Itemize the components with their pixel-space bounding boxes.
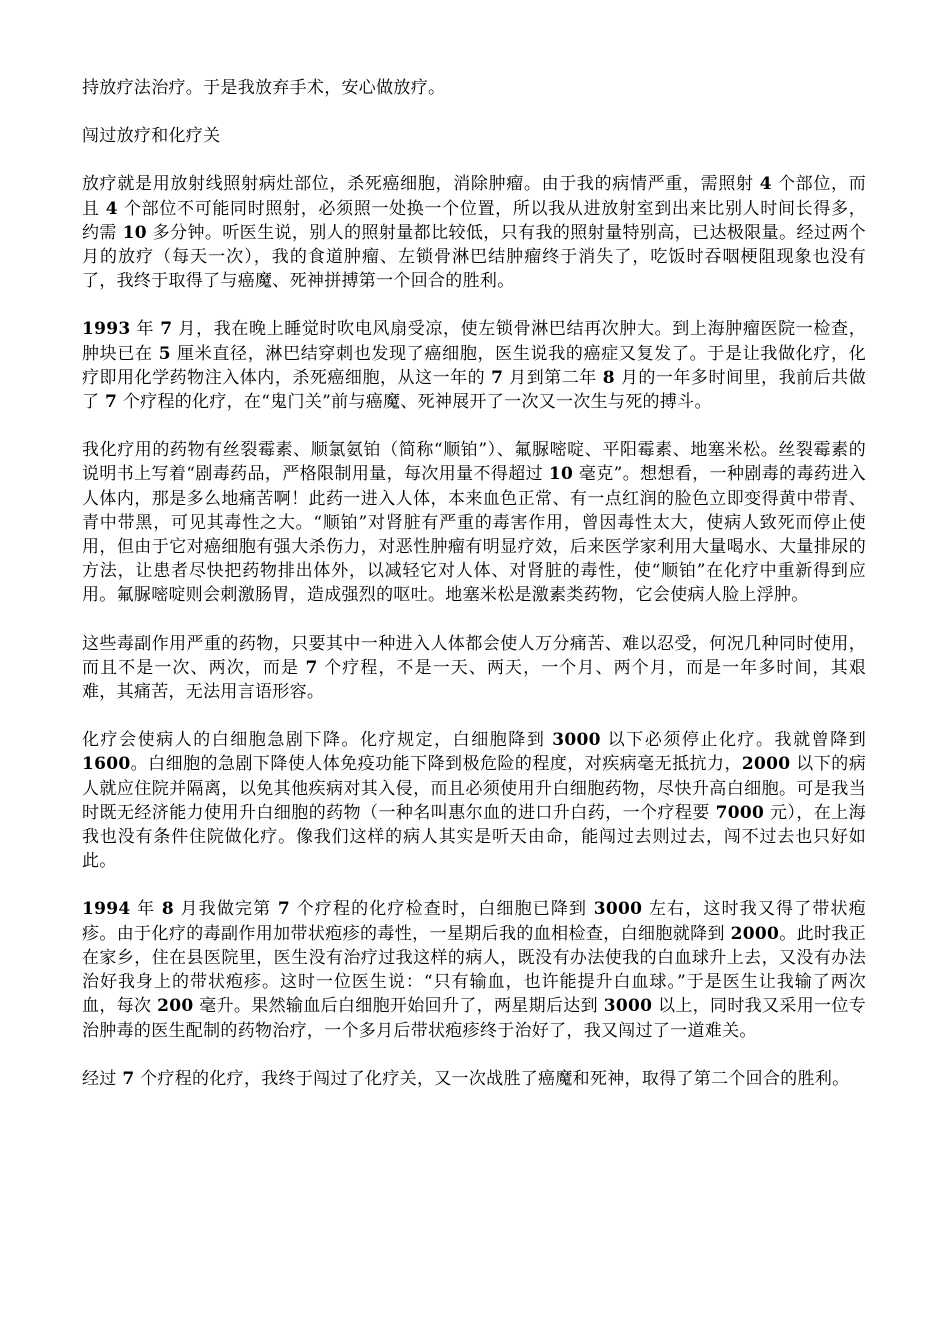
text-run: 多分钟。听医生说，别人的照射量都比较低，只有我的照射量特别高，已达极限量。经过两个月的放疗（每天一次），我的食道肿瘤、左锁骨淋巴结肿瘤终于消失了，吃饭时吞咽梗阻现象也没有了，我终于取得了与癌魔、死神拼搏第一个回合的胜利。 xyxy=(82,222,866,292)
paragraph xyxy=(82,317,866,414)
paragraph xyxy=(82,897,866,1042)
bold-number: 3000 xyxy=(593,899,643,920)
bold-number: 7 xyxy=(305,657,318,678)
bold-number: 1994 xyxy=(82,899,131,920)
text-run: 闯过放疗和化疗关 xyxy=(82,126,221,147)
paragraph xyxy=(82,76,866,100)
bold-number: 7 xyxy=(491,367,504,388)
bold-number: 7 xyxy=(277,899,291,920)
bold-number: 1993 xyxy=(82,319,131,340)
paragraph xyxy=(82,728,866,873)
paragraph xyxy=(82,632,866,705)
text-run: 年 xyxy=(130,899,162,920)
bold-number: 5 xyxy=(158,343,171,364)
section-heading xyxy=(82,124,866,148)
bold-number: 2000 xyxy=(741,754,791,775)
bold-number: 3000 xyxy=(603,996,653,1017)
text-run: 持放疗法治疗。于是我放弃手术，安心做放疗。 xyxy=(82,78,446,98)
bold-number: 2000 xyxy=(730,923,780,944)
text-run: 个疗程的化疗检查时，白细胞已降到 xyxy=(290,899,594,920)
text-run: 个疗程，不是一天、两天，一个月、两个月，而是一年多时间，其艰难，其痛苦，无法用言语形容。 xyxy=(82,657,867,703)
bold-number: 8 xyxy=(161,899,174,920)
text-run: 个部位不可能同时照射，必须照一处换一个位置，所以我从进放射室到出来比别人时间长得多，约需 xyxy=(82,198,866,243)
text-run: 元），在上海我也没有条件住院做化疗。像我们这样的病人其实是听天由命，能闯过去则过去，闯不过去也只好如此。 xyxy=(82,802,866,872)
text-run: 厘米直径，淋巴结穿刺也发现了癌细胞，医生说我的癌症又复发了。于是让我做化疗，化疗即用化学药物注入体内，杀死癌细胞，从这一年的 xyxy=(82,343,867,388)
paragraph xyxy=(82,172,866,293)
text-run: 个疗程的化疗，在“鬼门关”前与癌魔、死神展开了一次又一次生与死的搏斗。 xyxy=(117,392,712,413)
text-run: 以上，同时我又采用一位专治肿毒的医生配制的药物治疗，一个多月后带状疱疹终于治好了，我又闯过了一道难关。 xyxy=(82,996,866,1041)
bold-number: 3000 xyxy=(552,730,601,751)
text-run: 毫克”。想想看，一种剧毒的毒药进入人体内，那是多么地痛苦啊！此药一进入人体，本来血色正常、有一点红润的脸色立即变得黄中带青、青中带黑，可见其毒性之大。“顺铂”对肾脏有严重的毒害作用，曾因毒性太大，使病人致死而停止使用，但由于它对癌细胞有强大杀伤力，对恶性肿瘤有明显疗效，后来医学家利用大量喝水、大量排尿的方法，让患者尽快把药物排出体外，以减轻它对人体、对肾脏的毒性，使“顺铂”在化疗中重新得到应用。氟脲嘧啶则会刺激肠胃，造成强烈的呕吐。地塞米松是激素类药物，它会使病人脸上浮肿。 xyxy=(82,464,866,606)
bold-number: 10 xyxy=(122,222,147,243)
bold-number: 7 xyxy=(122,1068,135,1089)
bold-number: 7 xyxy=(160,319,173,340)
text-run: 。白细胞的急剧下降使人体免疫功能下降到极危险的程度，对疾病毫无抵抗力， xyxy=(130,754,742,775)
paragraph xyxy=(82,438,866,607)
text-run: 这些毒副作用严重的药物，只要其中一种进入人体都会使人万分痛苦、难以忍受，何况几种同时使用，而且不是一次、两次，而是 xyxy=(82,633,866,678)
text-run: 。此时我正在家乡，住在县医院里，医生没有治疗过我这样的病人，既没有办法使我的白血球升上去，又没有办法治好我身上的带状疱疹。这时一位医生说：“只有输血，也许能提升白血球。”于是医生让我输了两次血，每次 xyxy=(82,923,866,1017)
bold-number: 4 xyxy=(759,174,772,195)
document-page xyxy=(82,76,866,1115)
bold-number: 7000 xyxy=(715,802,765,823)
text-run: 毫升。果然输血后白细胞开始回升了，两星期后达到 xyxy=(193,996,604,1017)
text-run: 月的一年多时间里，我前后共做了 xyxy=(82,367,866,413)
bold-number: 8 xyxy=(602,367,615,388)
bold-number: 10 xyxy=(548,464,574,485)
text-run: 月，我在晚上睡觉时吹电风扇受凉，使左锁骨淋巴结再次肿大。到上海肿瘤医院一检查，肿块已在 xyxy=(82,319,866,364)
text-run: 以下必须停止化疗。我就曾降到 xyxy=(600,730,866,751)
text-run: 月我做完第 xyxy=(173,899,278,920)
text-run: 我化疗用的药物有丝裂霉素、顺氯氨铂（简称“顺铂”）、氟脲嘧啶、平阳霉素、地塞米松。丝裂霉素的说明书上写着“剧毒药品，严格限制用量，每次用量不得超过 xyxy=(82,440,866,485)
bold-number: 200 xyxy=(157,996,194,1017)
text-run: 化疗会使病人的白细胞急剧下降。化疗规定，白细胞降到 xyxy=(82,730,553,751)
text-run: 年 xyxy=(130,319,161,340)
text-run: 个疗程的化疗，我终于闯过了化疗关，又一次战胜了癌魔和死神，取得了第二个回合的胜利。 xyxy=(134,1068,850,1089)
bold-number: 1600 xyxy=(82,754,131,775)
text-run: 个部位，而且 xyxy=(82,174,866,219)
text-run: 左右，这时我又得了带状疱疹。由于化疗的毒副作用加带状疱疹的毒性，一星期后我的血相检查，白细胞就降到 xyxy=(82,899,866,944)
text-run: 放疗就是用放射线照射病灶部位，杀死癌细胞，消除肿瘤。由于我的病情严重，需照射 xyxy=(82,174,760,195)
paragraph xyxy=(82,1067,866,1091)
text-run: 经过 xyxy=(82,1068,123,1089)
text-run: 月到第二年 xyxy=(503,367,603,388)
bold-number: 7 xyxy=(105,392,118,413)
bold-number: 4 xyxy=(105,198,118,219)
text-run: 以下的病人就应住院并隔离，以免其他疾病对其入侵，而且必须使用升白细胞药物，尽快升高白细胞。可是我当时既无经济能力使用升白细胞的药物（一种名叫惠尔血的进口升白药，一个疗程要 xyxy=(82,754,866,823)
